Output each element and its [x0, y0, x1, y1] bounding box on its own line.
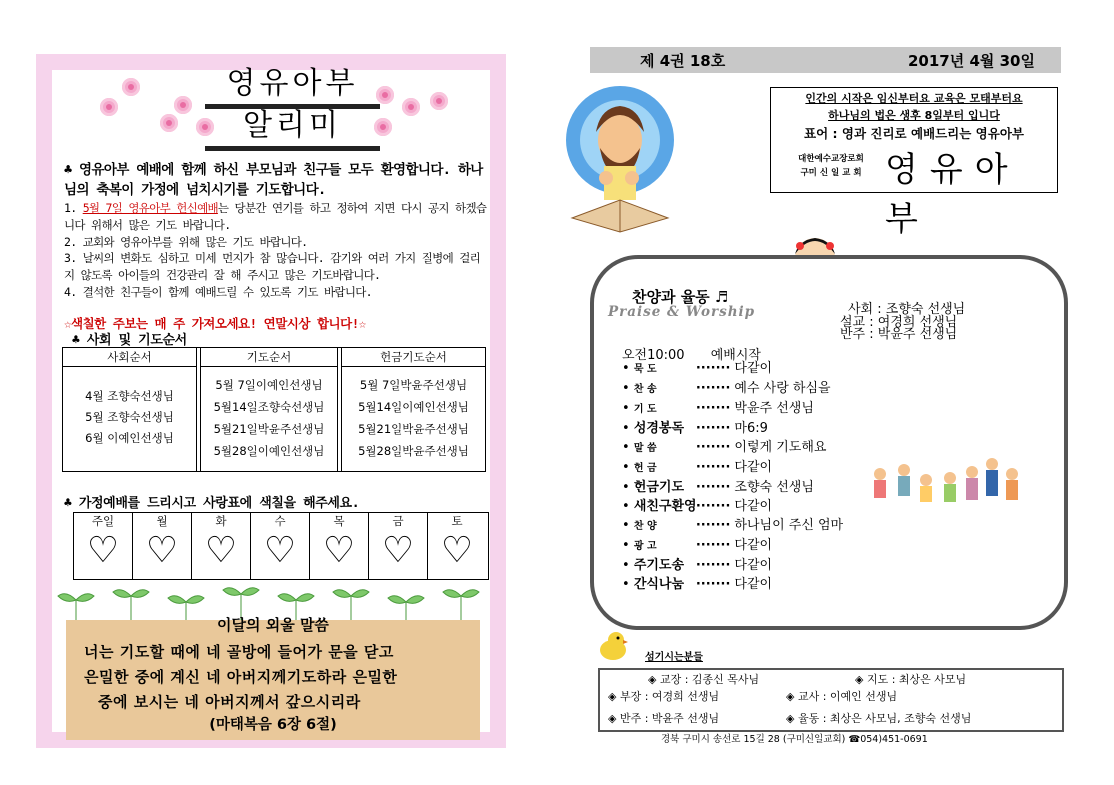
- flower-icon: [174, 96, 192, 114]
- program-value: 다같이: [734, 577, 773, 592]
- issue-date: 2017년 4월 30일: [908, 52, 1035, 70]
- heart-icon[interactable]: ♡: [145, 530, 179, 571]
- church-address: 경북 구미시 송선로 15길 28 (구미신일교회) ☎054)451-0691: [661, 734, 928, 745]
- program-label: 성경봉독: [633, 421, 685, 436]
- program-label: 헌 금: [633, 463, 657, 474]
- day-label: 주일: [91, 514, 115, 528]
- leader-dots: ·······: [695, 381, 731, 396]
- church-name: 구미 신 일 교 회: [800, 168, 862, 178]
- verse-title: 이달의 외울 말씀: [217, 616, 329, 634]
- motto-line-1: 인간의 시작은 임신부터요 교육은 모태부터요: [805, 92, 1023, 105]
- bullet-icon: •: [622, 558, 634, 573]
- day-column: [251, 513, 310, 579]
- program-value: 다같이: [734, 499, 773, 514]
- announcement-item: [64, 234, 488, 251]
- leader-dots: ·······: [695, 518, 731, 533]
- leader-dots: ·······: [695, 480, 731, 495]
- staff-heading: 섬기시는분들: [645, 652, 703, 663]
- offering-column: [341, 348, 485, 471]
- program-value: 하나님이 주신 엄마: [734, 518, 844, 533]
- program-value: 다같이: [734, 361, 773, 376]
- bullet-icon: •: [622, 499, 634, 514]
- program-item: [622, 497, 843, 516]
- day-label: 토: [451, 514, 463, 528]
- program-label: 말 씀: [633, 443, 657, 454]
- program-item: [622, 399, 843, 419]
- order-table: [62, 347, 486, 472]
- title-line-1: 영유아부: [205, 64, 380, 109]
- bullet-icon: •: [622, 460, 634, 475]
- day-label: 수: [274, 514, 286, 528]
- bullet-icon: •: [622, 401, 634, 416]
- table-cell: 5월28일이예인선생님: [213, 444, 325, 458]
- start-label: 예배시작: [710, 348, 761, 363]
- day-label: 화: [215, 514, 227, 528]
- day-column: [310, 513, 369, 579]
- verse-reference: (마태복음 6장 6절): [209, 717, 337, 733]
- program-label: 헌금기도: [633, 480, 685, 495]
- family-worship-heading: ♣ 가정예배를 드리시고 사랑표에 색칠을 해주세요.: [64, 496, 360, 511]
- leader-dots: ·······: [695, 401, 731, 416]
- prayer-column: [200, 348, 338, 471]
- program-item: [622, 556, 843, 575]
- day-column: [192, 513, 251, 579]
- leader-dots: ·······: [695, 361, 731, 376]
- program-value: 다같이: [734, 558, 773, 573]
- day-label: 월: [156, 514, 168, 528]
- praise-subtitle: Praise & Worship: [608, 304, 756, 320]
- staff-entry: ◈ 율동 : 최상은 사모님, 조향숙 선생님: [786, 712, 972, 725]
- issue-number: 제 4권 18호: [640, 52, 726, 70]
- table-cell: 4월 조향숙선생님: [85, 389, 174, 403]
- staff-entry: ◈ 지도 : 최상은 사모님: [855, 673, 967, 686]
- program-label: 새친구환영: [633, 499, 697, 514]
- program-value: 다같이: [734, 460, 773, 475]
- program-label: 찬 송: [633, 384, 657, 395]
- day-column: [133, 513, 192, 579]
- program-value: 예수 사랑 하심을: [734, 381, 831, 396]
- children-praising-illustration: [866, 458, 1026, 512]
- program-value: 마6:9: [734, 421, 768, 436]
- program-label: 간식나눔: [633, 577, 685, 592]
- program-value: 이렇게 기도해요: [734, 440, 827, 455]
- program-label: 주기도송: [633, 558, 685, 573]
- highlight-text: 5월 7일 영유아부 헌신예배: [82, 201, 218, 215]
- staff-entry: ◈ 교장 : 김종신 목사님: [648, 673, 760, 686]
- motto-line-2: 하나님의 법은 생후 8일부터 입니다: [828, 109, 1000, 122]
- item-text: 날씨의 변화도 심하고 미세 먼지가 참 많습니다. 감기와 여러 가지 질병에 걸리지 않도록 아이들의 건강관리 잘 해 주시고 많은 기도바랍니다.: [64, 251, 481, 283]
- staff-entry: ◈ 반주 : 박윤주 선생님: [608, 712, 720, 725]
- program-item: [622, 419, 843, 438]
- table-cell: 5월21일박윤주선생님: [358, 422, 469, 436]
- denomination: 대한예수교장로회: [798, 154, 864, 164]
- leader-line: 설교 : 여경희 선생님: [840, 314, 958, 330]
- program-value: 박윤주 선생님: [734, 401, 814, 416]
- flower-icon: [122, 78, 140, 96]
- motto-box: [770, 87, 1058, 239]
- notice-text: ☆색칠한 주보는 매 주 가져오세요! 연말시상 합니다!☆: [64, 316, 366, 331]
- table-cell: 5월14일조향숙선생님: [213, 400, 325, 414]
- bullet-icon: •: [622, 440, 634, 455]
- chick-icon: [596, 628, 630, 662]
- bullet-icon: •: [622, 421, 634, 436]
- bullet-icon: •: [622, 381, 634, 396]
- column-header: 헌금기도순서: [342, 348, 485, 367]
- program-item: [622, 516, 843, 536]
- table-cell: 5월21일박윤주선생님: [213, 422, 325, 436]
- item-text: 교회와 영유아부를 위해 많은 기도 바랍니다.: [82, 234, 308, 249]
- program-item: [622, 536, 843, 556]
- order-heading: ♣ 사회 및 기도순서: [72, 333, 187, 348]
- staff-entry: ◈ 교사 : 이예인 선생님: [786, 690, 898, 703]
- slogan: 표어 : 영과 진리로 예배드리는 영유아부: [804, 126, 1024, 141]
- program-value: 다같이: [734, 538, 773, 553]
- heart-icon[interactable]: ♡: [381, 530, 415, 571]
- item-number: 4.: [64, 284, 77, 299]
- leader-dots: ·······: [695, 577, 731, 592]
- table-cell: 5월28일박윤주선생님: [358, 444, 469, 458]
- program-item: [622, 379, 843, 399]
- verse-line: 너는 기도할 때에 네 골방에 들어가 문을 닫고: [84, 643, 394, 661]
- heart-icon[interactable]: ♡: [204, 530, 238, 571]
- leader-dots: ·······: [695, 538, 731, 553]
- table-cell: 5월 조향숙선생님: [85, 410, 174, 424]
- leader-dots: ·······: [695, 460, 731, 475]
- leader-line: 반주 : 박윤주 선생님: [840, 327, 958, 342]
- host-column: [63, 348, 197, 471]
- bullet-icon: •: [622, 480, 634, 495]
- announcement-item: [64, 250, 488, 284]
- program-item: [622, 575, 843, 594]
- column-header: 사회순서: [63, 348, 196, 367]
- program-item: [622, 359, 843, 379]
- flower-icon: [402, 98, 420, 116]
- praise-title: 찬양과 율동 ♬: [632, 288, 729, 306]
- program-list: [622, 359, 843, 594]
- announcement-item: [64, 284, 488, 301]
- column-header: 기도순서: [201, 348, 337, 367]
- heart-icon[interactable]: ♡: [86, 530, 120, 571]
- program-item: [622, 478, 843, 497]
- title-line-2: 알리미: [205, 106, 380, 151]
- start-time: 오전10:00: [622, 348, 685, 363]
- love-chart: [73, 512, 489, 580]
- heart-icon[interactable]: ♡: [322, 530, 356, 571]
- heart-icon[interactable]: ♡: [440, 530, 474, 571]
- program-label: 찬 양: [633, 521, 657, 532]
- table-cell: 5월 7일박윤주선생님: [359, 378, 468, 392]
- flower-icon: [160, 114, 178, 132]
- department-name: 영유아부: [885, 150, 1020, 239]
- bullet-icon: •: [622, 577, 634, 592]
- bullet-icon: •: [622, 538, 634, 553]
- leader-dots: ·······: [695, 558, 731, 573]
- item-number: 1.: [64, 201, 77, 215]
- program-label: 기 도: [633, 404, 657, 415]
- program-item: [622, 438, 843, 458]
- announcement-item: [64, 200, 488, 234]
- announcement-list: [64, 200, 488, 301]
- day-column: [428, 513, 486, 579]
- verse-line: 은밀한 중에 계신 네 아버지께기도하라 은밀한: [84, 668, 398, 686]
- flower-icon: [430, 92, 448, 110]
- bullet-icon: •: [622, 518, 634, 533]
- leader-line: 사회 : 조향숙 선생님: [848, 302, 966, 317]
- day-column: [369, 513, 428, 579]
- item-number: 3.: [64, 251, 77, 266]
- item-text: 결석한 친구들이 함께 예배드릴 수 있도록 기도 바랍니다.: [82, 284, 372, 299]
- day-label: 금: [392, 514, 404, 528]
- table-cell: 5월 7일이예인선생님: [215, 378, 323, 392]
- day-column: [74, 513, 133, 579]
- service-leaders: [840, 304, 965, 342]
- item-text: 는 당분간 연기를 하고 정하여 지면 다시 공지 하겠습니다 위해서 많은 기도 바랍니다.: [64, 201, 487, 232]
- leader-dots: ·······: [695, 440, 731, 455]
- table-cell: 5월14일이예인선생님: [358, 400, 469, 414]
- day-label: 목: [333, 514, 345, 528]
- program-value: 조향숙 선생님: [734, 480, 814, 495]
- staff-box: [598, 668, 1064, 732]
- item-number: 2.: [64, 234, 77, 249]
- leader-dots: ·······: [695, 499, 731, 514]
- memory-verse: [80, 640, 468, 715]
- bullet-icon: •: [622, 361, 634, 376]
- heart-icon[interactable]: ♡: [263, 530, 297, 571]
- verse-line: 중에 보시는 네 아버지께서 갚으시리라: [98, 693, 361, 711]
- flower-icon: [100, 98, 118, 116]
- program-label: 묵 도: [633, 364, 657, 375]
- jesus-illustration: [560, 82, 680, 242]
- program-item: [622, 458, 843, 478]
- program-label: 광 고: [633, 541, 657, 552]
- leader-dots: ·······: [695, 421, 731, 436]
- table-cell: 6월 이예인선생님: [85, 431, 174, 445]
- staff-entry: ◈ 부장 : 여경희 선생님: [608, 690, 720, 703]
- welcome-text: ♣ 영유아부 예배에 함께 하신 부모님과 친구들 모두 환영합니다. 하나님의 축복이 가정에 넘치시기를 기도합니다.: [64, 162, 483, 198]
